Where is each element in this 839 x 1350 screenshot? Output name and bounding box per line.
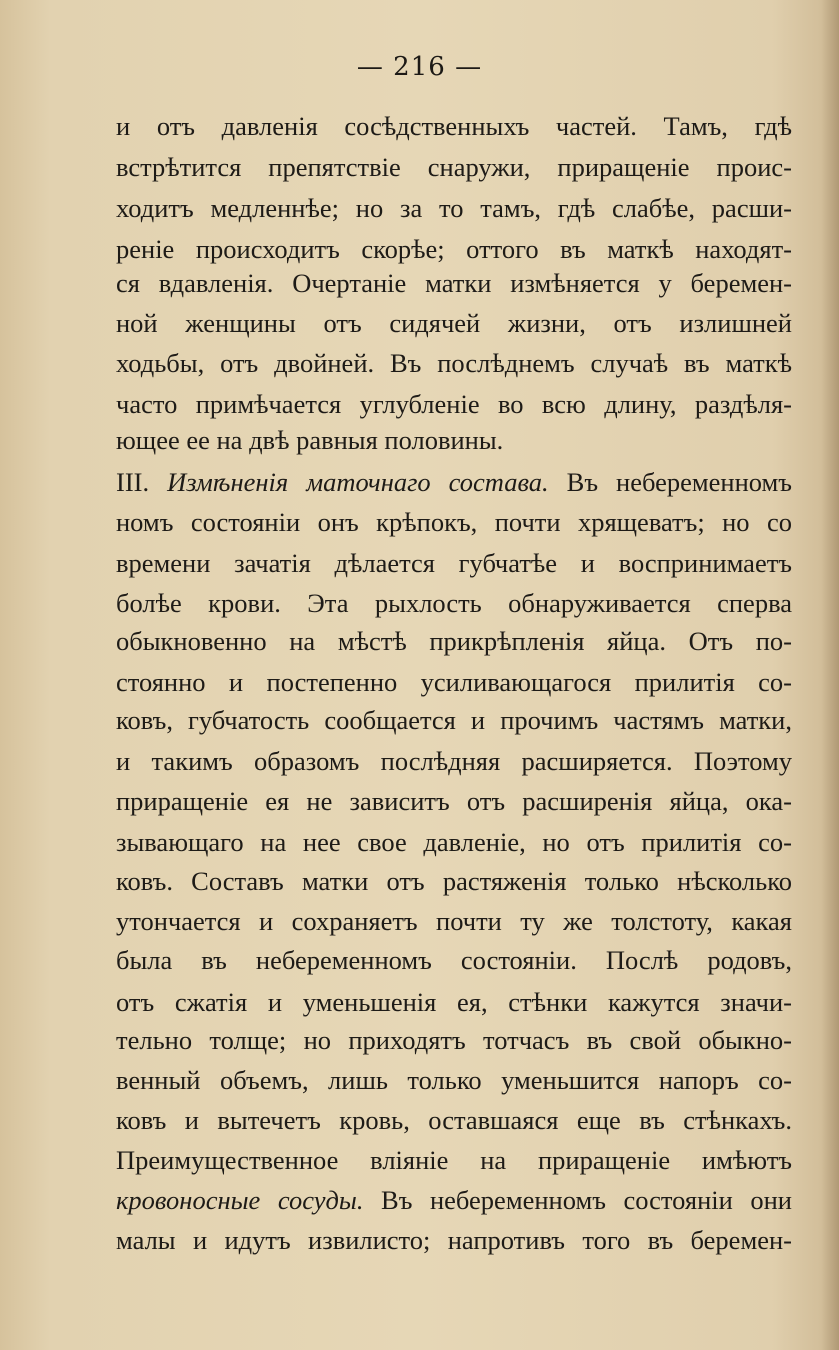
text-line: тельно толще; но приходятъ тотчасъ въ свой обыкно-	[116, 1025, 792, 1055]
text-line: ющее ее на двѣ равныя половины.	[116, 425, 504, 455]
text-line: времени зачатія дѣлается губчатѣе и воспринимаетъ	[116, 548, 792, 578]
text-line: и отъ давленія сосѣдственныхъ частей. Тамъ, гдѣ	[116, 111, 792, 141]
text-line: обыкновенно на мѣстѣ прикрѣпленія яйца. Отъ по-	[116, 626, 792, 656]
text-line: утончается и сохраняетъ почти ту же толстоту, какая	[116, 906, 792, 936]
page-edge-shadow	[821, 0, 839, 1350]
italic-term: кровоносные сосуды.	[116, 1185, 364, 1215]
text-line: ходитъ медленнѣе; но за то тамъ, гдѣ слабѣе, расши-	[116, 193, 792, 223]
text-line: часто примѣчается углубленіе во всю длину, раздѣля-	[116, 389, 792, 419]
text-line: отъ сжатія и уменьшенія ея, стѣнки кажутся значи-	[116, 987, 792, 1017]
section-title: Измѣненія маточнаго состава.	[167, 467, 549, 497]
text-line: ной женщины отъ сидячей жизни, отъ излишней	[116, 308, 792, 338]
text-line: и такимъ образомъ послѣдняя расширяется. Поэтому	[116, 746, 792, 776]
text-line: ковъ, губчатость сообщается и прочимъ частямъ матки,	[116, 705, 792, 735]
text-line: ковъ и вытечетъ кровь, оставшаяся еще въ стѣнкахъ.	[116, 1105, 792, 1135]
text-line-section-heading	[116, 462, 792, 502]
text-fragment: Въ небеременномъ	[548, 467, 792, 497]
text-fragment: Въ небеременномъ состояніи они	[363, 1185, 792, 1215]
text-line: ся вдавленія. Очертаніе матки измѣняется у беремен-	[116, 268, 792, 298]
text-line: была въ небеременномъ состояніи. Послѣ родовъ,	[116, 945, 792, 975]
text-line: встрѣтится препятствіе снаружи, приращеніе проис-	[116, 152, 792, 182]
text-line: малы и идутъ извилисто; напротивъ того въ беремен-	[116, 1225, 792, 1255]
text-line: Преимущественное вліяніе на приращеніе имѣютъ	[116, 1145, 792, 1175]
page-number: — 216 —	[356, 52, 483, 82]
text-line: венный объемъ, лишь только уменьшится напоръ со-	[116, 1065, 792, 1095]
text-line: ковъ. Составъ матки отъ растяженія только нѣсколько	[116, 866, 792, 896]
text-line: ходьбы, отъ двойней. Въ послѣднемъ случаѣ въ маткѣ	[116, 348, 792, 378]
text-line: болѣе крови. Эта рыхлость обнаруживается сперва	[116, 588, 792, 618]
text-line: приращеніе ея не зависитъ отъ расширенія яйца, ока-	[116, 786, 792, 816]
text-line: номъ состояніи онъ крѣпокъ, почти хрящеватъ; но со	[116, 507, 792, 537]
section-numeral: III.	[116, 467, 168, 497]
text-line: зывающаго на нее свое давленіе, но отъ прилитія со-	[116, 827, 792, 857]
text-line: реніе происходитъ скорѣе; оттого въ маткѣ находят-	[116, 234, 792, 264]
text-line: стоянно и постепенно усиливающагося прилитія со-	[116, 667, 792, 697]
text-line-with-italic	[116, 1180, 792, 1220]
